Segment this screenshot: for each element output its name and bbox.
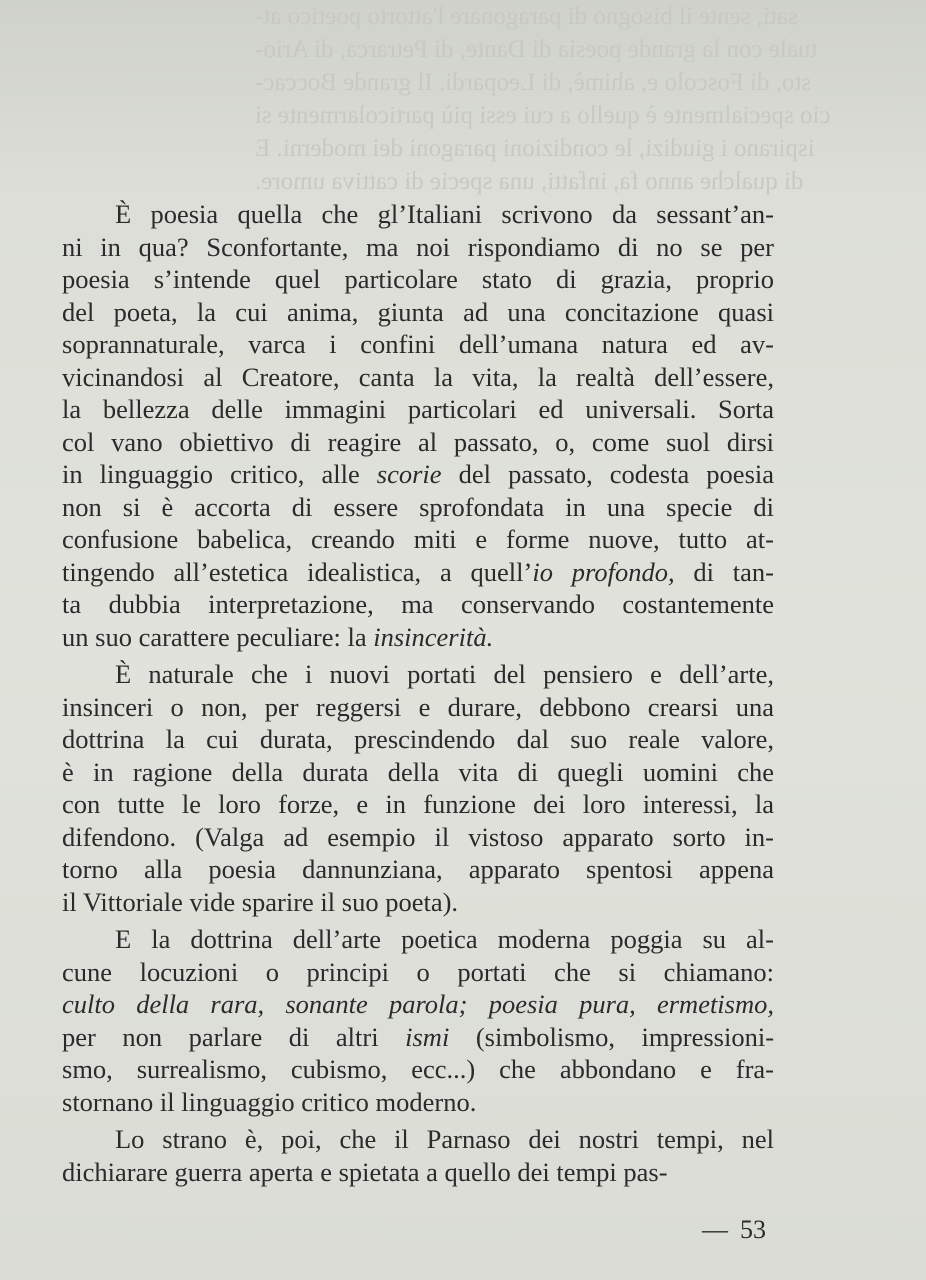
text-segment: è in ragione della durata della vita di quegli uomini che (62, 756, 774, 787)
text-line (62, 886, 774, 919)
italic-text: io profondo, (532, 556, 675, 587)
text-line (62, 788, 774, 821)
bleed-through-line: di qualche anno fa, infatti, una specie di cattiva umore. (255, 168, 804, 195)
bleed-through-line: sto, di Foscolo e, ahimè, di Leopardi. Il grande Boccac- (255, 69, 812, 96)
text-line (62, 458, 774, 491)
text-segment: di tan- (674, 556, 774, 587)
italic-text: ismi (405, 1021, 450, 1052)
text-line (62, 491, 774, 524)
paragraph-p2 (62, 658, 774, 918)
text-segment: Lo strano è, poi, che il Parnaso dei nostri tempi, nel (115, 1124, 774, 1154)
text-line (62, 853, 774, 886)
bleed-through-text (255, 0, 855, 200)
text-line (62, 1086, 774, 1119)
text-segment: stornano il linguaggio critico moderno. (62, 1086, 477, 1117)
text-segment: un suo carattere peculiare: la (62, 621, 374, 652)
paragraph-p3 (62, 923, 774, 1118)
text-line (62, 1156, 774, 1189)
text-segment: insinceri o non, per reggersi e durare, debbono crearsi una (62, 691, 774, 722)
text-segment: ni in qua? Sconfortante, ma noi rispondiamo di no se per (62, 231, 774, 262)
text-segment: difendono. (Valga ad esempio il vistoso apparato sorto in- (62, 821, 774, 852)
text-segment: E la dottrina dell’arte poetica moderna poggia su al- (115, 924, 774, 954)
text-segment: ta dubbia interpretazione, ma conservando costantemente (62, 589, 774, 619)
paragraph-p4 (62, 1123, 774, 1188)
text-line (62, 198, 774, 231)
text-segment: in linguaggio critico, alle (62, 459, 377, 489)
text-line (62, 328, 774, 361)
text-line (62, 588, 774, 621)
text-line (62, 621, 774, 654)
text-line (62, 263, 774, 296)
text-segment: soprannaturale, varca i confini dell’umana natura ed av- (62, 329, 774, 359)
text-line (62, 393, 774, 426)
text-segment: con tutte le loro forze, e in funzione dei loro interessi, la (62, 789, 774, 819)
page-number-dash: — (702, 1215, 728, 1244)
bleed-through-line: cio specialmente è quello a cui essi più particolarmente si (255, 102, 831, 129)
bleed-through-line: ispirano i giudizi, le condizioni paragoni dei moderni. E (255, 135, 815, 162)
text-line (62, 1123, 774, 1156)
text-segment: vicinandosi al Creatore, canta la vita, la realtà dell’essere, (62, 361, 774, 392)
text-line (62, 231, 774, 264)
text-line (62, 923, 774, 956)
text-line (62, 723, 774, 756)
text-segment: torno alla poesia dannunziana, apparato spentosi appena (62, 854, 774, 884)
text-line (62, 426, 774, 459)
text-line (62, 956, 774, 989)
text-segment: smo, surrealismo, cubismo, ecc...) che abbondano e fra- (62, 1054, 774, 1084)
text-segment: poesia s’intende quel particolare stato di grazia, proprio (62, 264, 774, 294)
text-line (62, 821, 774, 854)
text-segment: È poesia quella che gl’Italiani scrivono da sessant’an- (115, 199, 774, 229)
text-line (62, 361, 774, 394)
text-line (62, 988, 774, 1021)
text-segment: dichiarare guerra aperta e spietata a quello dei tempi pas- (62, 1156, 668, 1187)
text-line (62, 658, 774, 691)
page-number (702, 1215, 766, 1245)
text-segment: del poeta, la cui anima, giunta ad una concitazione quasi (62, 296, 774, 327)
text-segment: col vano obiettivo di reagire al passato, o, come suol dirsi (62, 426, 774, 457)
text-segment: per non parlare di altri (62, 1021, 406, 1052)
text-segment: del passato, codesta poesia (441, 459, 774, 489)
bleed-through-line: tuale con la grande poesia di Dante, di Petrarca, di Ario- (255, 36, 818, 63)
text-segment: la bellezza delle immagini particolari ed universali. Sorta (62, 394, 774, 424)
italic-text: culto della rara, sonante parola; poesia pura, ermetismo, (62, 989, 774, 1019)
text-line (62, 1053, 774, 1086)
text-segment: È naturale che i nuovi portati del pensiero e dell’arte, (115, 659, 774, 689)
text-line (62, 756, 774, 789)
text-line (62, 296, 774, 329)
text-segment: (simbolismo, impressioni- (449, 1021, 775, 1052)
text-segment: il Vittoriale vide sparire il suo poeta). (62, 886, 459, 917)
body-text (62, 198, 774, 1188)
text-line (62, 556, 774, 589)
bleed-through-line: sati, sente il bisogno di paragonare l'attorto poetico at- (255, 3, 798, 30)
page-number-value: 53 (740, 1215, 766, 1244)
text-segment: non si è accorta di essere sprofondata in una specie di (62, 491, 774, 522)
text-segment: dottrina la cui durata, prescindendo dal suo reale valore, (62, 724, 774, 754)
paragraph-p1 (62, 198, 774, 653)
text-segment: tingendo all’estetica idealistica, a quell’ (62, 556, 533, 587)
text-segment: cune locuzioni o principi o portati che si chiamano: (62, 956, 774, 987)
italic-text: scorie (376, 459, 442, 489)
italic-text: insincerità. (373, 621, 494, 652)
text-line (62, 523, 774, 556)
text-line (62, 1021, 774, 1054)
text-segment: confusione babelica, creando miti e forme nuove, tutto at- (62, 524, 774, 554)
text-line (62, 691, 774, 724)
